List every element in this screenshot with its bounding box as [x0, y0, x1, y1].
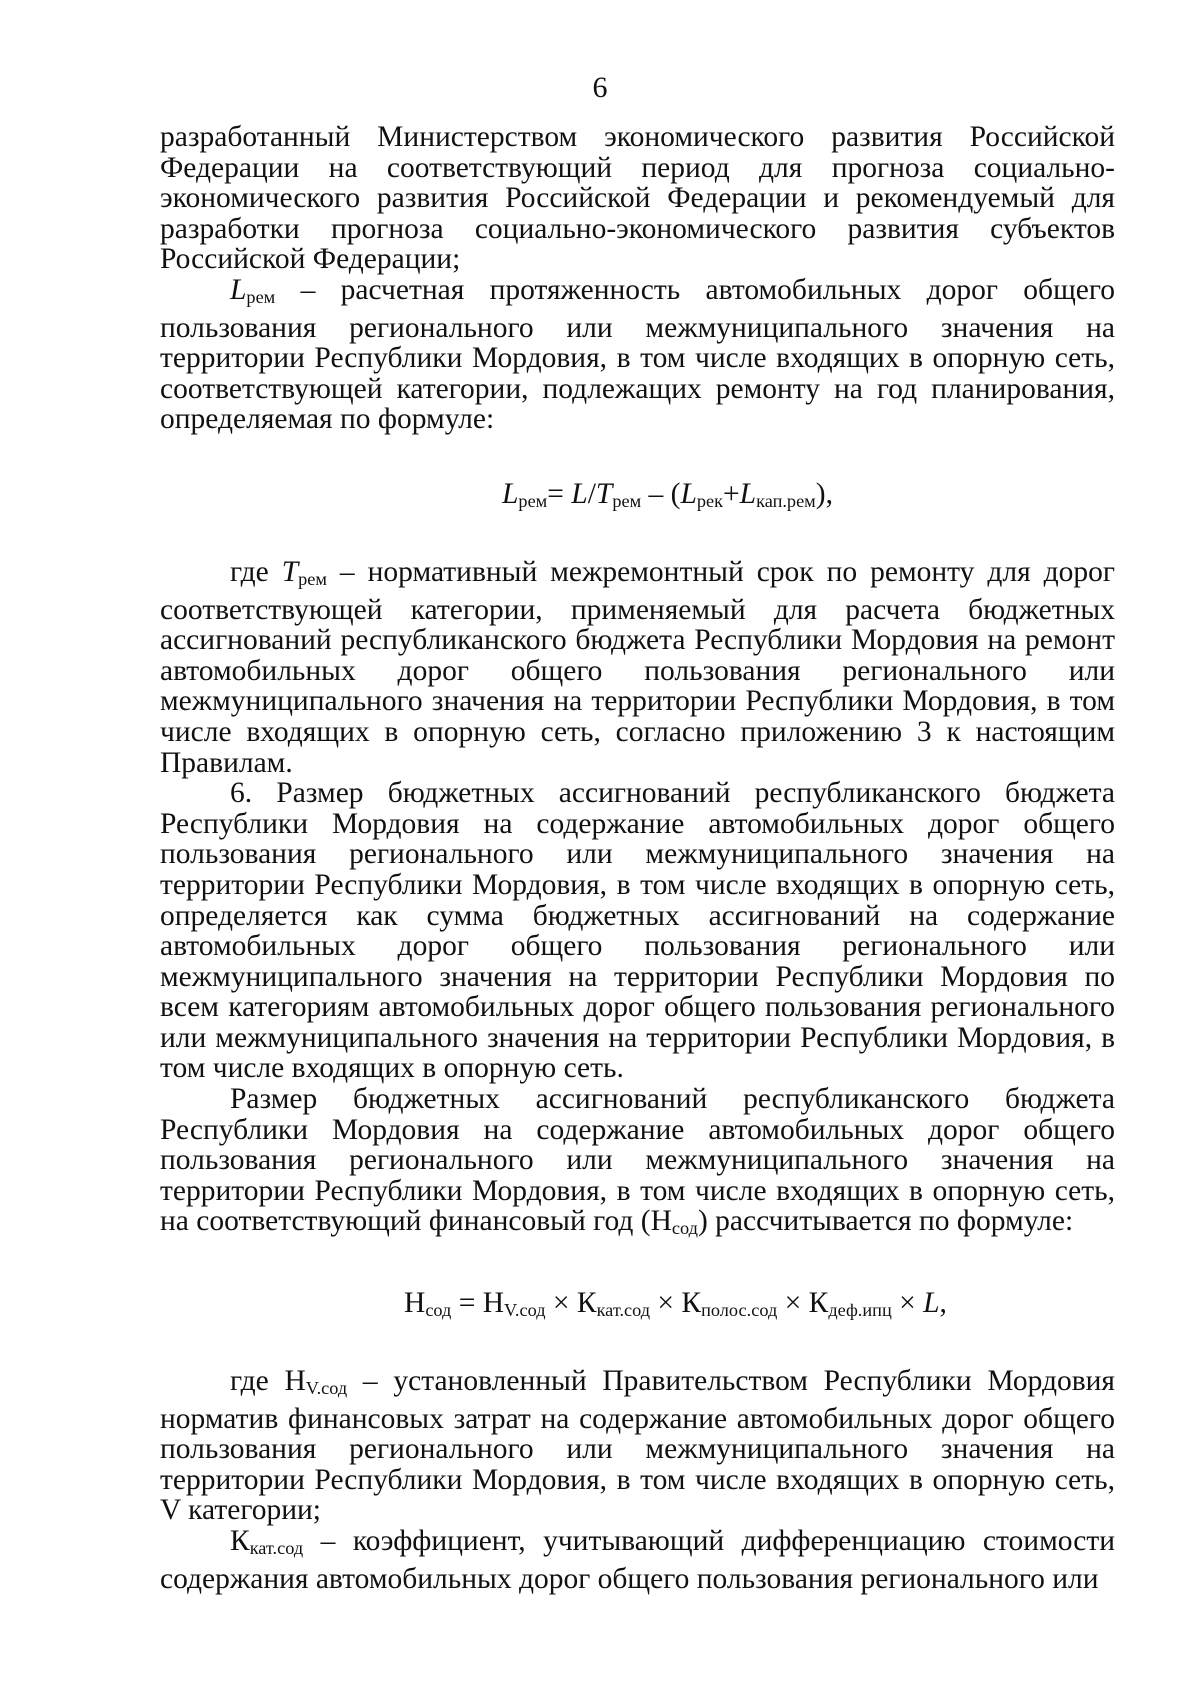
paragraph-n-v-sod-definition — [160, 1366, 1115, 1526]
subscript-v-sod: V.сод — [305, 1378, 348, 1399]
formula-symbol: L — [571, 477, 588, 510]
formula-symbol: L — [680, 477, 697, 510]
paragraph-tail: ) рассчитывается по формуле: — [697, 1205, 1074, 1238]
lead-word: где — [230, 555, 282, 588]
paragraph-t-rem-definition — [160, 557, 1115, 778]
formula-l-rem — [502, 478, 1115, 517]
document-body — [160, 122, 1115, 1594]
formula-operator: × К — [650, 1287, 702, 1320]
subscript-rem: рем — [298, 568, 327, 589]
formula-operator: ), — [815, 477, 833, 510]
formula-operator: × — [891, 1287, 924, 1320]
paragraph-continuation: разработанный Министерством экономического развития Российской Федерации на соответствующий период для прогноза социально-экономического развития Российской Федерации и рекомендуемый для разработки прогноза социально-экономического развития субъектов Российской Федерации; — [160, 121, 1115, 276]
subscript-sod: сод — [671, 1218, 698, 1239]
definition-text: – нормативный межремонтный срок по ремонту для дорог соответствующей категории, применяемый для расчета бюджетных ассигнований республиканского бюджета Республики Мордовия на ремонт автомобильных дорог общего пользования регионального или межмуниципального значения на территории Республики Мордовия, в том числе входящих в опорную сеть, согласно приложению 3 к настоящим Правилам. — [160, 555, 1115, 779]
definition-text: – расчетная протяженность автомобильных дорог общего пользования регионального или межмуниципального значения на территории Республики Мордовия, в том числе входящих в опорную сеть, соответствующей категории, подлежащих ремонту на год планирования, определяемая по формуле: — [160, 273, 1115, 436]
formula-subscript: кат.сод — [596, 1300, 651, 1321]
formula-operator: – ( — [641, 477, 681, 510]
formula-operator: / — [587, 477, 596, 510]
formula-symbol: L — [502, 477, 519, 510]
definition-text: – установленный Правительством Республики Мордовия норматив финансовых затрат на содержание автомобильных дорог общего пользования регионального или межмуниципального значения на территории Республики Мордовия, в том числе входящих в опорную сеть, V категории; — [160, 1365, 1115, 1527]
symbol-t: T — [281, 555, 299, 588]
formula-operator: = Н — [451, 1287, 505, 1320]
formula-operator: × К — [777, 1287, 829, 1320]
formula-subscript: сод — [425, 1300, 452, 1321]
formula-symbol: Н — [404, 1287, 426, 1320]
page-number: 6 — [592, 71, 608, 104]
subscript-rem: рем — [246, 286, 276, 307]
formula-operator: × К — [545, 1287, 597, 1320]
paragraph-text: Размер бюджетных ассигнований республиканского бюджета Республики Мордовия на содержание автомобильных дорог общего пользования регионального или межмуниципального значения на территории Республики Мордовия, в том числе входящих в опорную сеть, на соответствующий финансовый год (Н — [160, 1083, 1115, 1238]
formula-subscript: полос.сод — [701, 1300, 778, 1321]
formula-operator: , — [939, 1287, 947, 1320]
lead-word: где Н — [230, 1365, 306, 1398]
formula-subscript: рек — [696, 490, 724, 511]
formula-symbol: L — [923, 1287, 940, 1320]
formula-subscript: рем — [612, 490, 642, 511]
formula-subscript: рем — [518, 490, 548, 511]
definition-text: – коэффициент, учитывающий дифференциацию стоимости содержания автомобильных дорог общего пользования регионального или — [160, 1525, 1115, 1595]
symbol-k: К — [230, 1525, 250, 1558]
paragraph-l-rem-definition — [160, 275, 1115, 435]
formula-subscript: кап.рем — [756, 490, 816, 511]
subscript-kat-sod: кат.сод — [249, 1538, 304, 1559]
formula-symbol: L — [739, 477, 757, 510]
formula-operator: + — [723, 477, 740, 510]
formula-symbol: T — [595, 477, 613, 510]
paragraph-maintenance-size — [160, 1084, 1115, 1244]
formula-n-sod — [404, 1287, 1115, 1326]
formula-operator: = — [547, 477, 572, 510]
formula-subscript: деф.ипц — [828, 1300, 892, 1321]
symbol-l: L — [230, 273, 247, 306]
formula-subscript: V.сод — [504, 1300, 546, 1321]
paragraph-k-kat-sod-definition — [160, 1526, 1115, 1594]
paragraph-item-6: 6. Размер бюджетных ассигнований республиканского бюджета Республики Мордовия на содержание автомобильных дорог общего пользования регионального или межмуниципального значения на территории Республики Мордовия, в том числе входящих в опорную сеть, определяется как сумма бюджетных ассигнований на содержание автомобильных дорог общего пользования регионального или межмуниципального значения на территории Республики Мордовия по всем категориям автомобильных дорог общего пользования регионального или межмуниципального значения на территории Республики Мордовия, в том числе входящих в опорную сеть. — [160, 777, 1115, 1085]
